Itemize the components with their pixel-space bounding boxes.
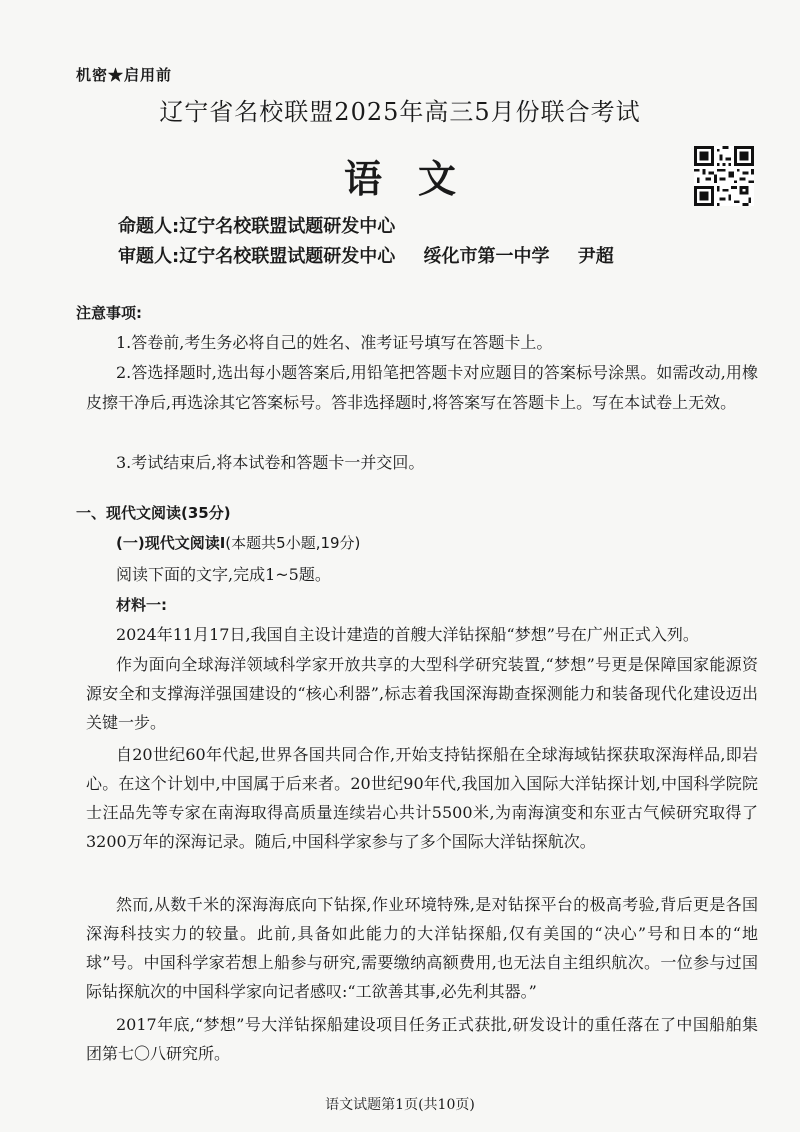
notice-item: 3.考试结束后,将本试卷和答题卡一并交回。 xyxy=(116,453,425,472)
notice-item: 1.答卷前,考生务必将自己的姓名、准考证号填写在答题卡上。 xyxy=(116,333,553,352)
notice-heading: 注意事项: xyxy=(76,304,142,322)
reviewer-line xyxy=(118,242,614,268)
material-paragraph: 自20世纪60年代起,世界各国共同合作,开始支持钻探船在全球海域钻探获取深海样品,即岩心。在这个计划中,中国属于后来者。20世纪90年代,我国加入国际大洋钻探计划,中国科学院院士汪品先等专家在南海取得高质量连续岩心共计5500米,为南海演变和东亚古气候研究取得了3200万年的深海记录。随后,中国科学家参与了多个国际大洋钻探航次。 xyxy=(86,745,758,851)
material-paragraph: 作为面向全球海洋领域科学家开放共享的大型科学研究装置,“梦想”号更是保障国家能源资源安全和支撑海洋强国建设的“核心利器”,标志着我国深海勘查探测能力和装备现代化建设迈出关键一步。 xyxy=(86,655,758,732)
page-footer: 语文试题第1页(共10页) xyxy=(325,1097,475,1113)
section-heading: 一、现代文阅读(35分) xyxy=(76,504,231,522)
reviewer-label: 审题人:辽宁名校联盟试题研发中心 xyxy=(118,246,396,267)
qr-code-icon xyxy=(694,146,754,206)
subsection-heading xyxy=(116,532,360,553)
material-paragraph: 然而,从数千米的深海海底向下钻探,作业环境特殊,是对钻探平台的极高考验,背后更是各国深海科技实力的较量。此前,具备如此能力的大洋钻探船,仅有美国的“决心”号和日本的“地球”号。中国科学家若想上船参与研究,需要缴纳高额费用,也无法自主组织航次。一位参与过国际钻探航次的中国科学家向记者感叹:“工欲善其事,必先利其器。” xyxy=(86,895,758,1001)
material-paragraph: 2024年11月17日,我国自主设计建造的首艘大洋钻探船“梦想”号在广州正式入列。 xyxy=(116,625,699,644)
subsection-score: (本题共5小题,19分) xyxy=(225,534,361,552)
confidential-label: 机密★启用前 xyxy=(76,66,173,84)
reviewer-name: 尹超 xyxy=(577,246,614,267)
reading-instruction: 阅读下面的文字,完成1~5题。 xyxy=(116,565,331,584)
material-paragraph: 2017年底,“梦想”号大洋钻探船建设项目任务正式获批,研发设计的重任落在了中国船舶集团第七〇八研究所。 xyxy=(86,1015,758,1063)
exam-title: 辽宁省名校联盟2025年高三5月份联合考试 xyxy=(159,98,641,126)
subject-title: 语文 xyxy=(343,156,492,201)
material-heading: 材料一: xyxy=(116,596,167,614)
notice-item: 2.答选择题时,选出每小题答案后,用铅笔把答题卡对应题目的答案标号涂黑。如需改动,用橡皮擦干净后,再选涂其它答案标号。答非选择题时,将答案写在答题卡上。写在本试卷上无效。 xyxy=(86,363,758,412)
subsection-title: (一)现代文阅读Ⅰ xyxy=(116,534,226,552)
reviewer-school: 绥化市第一中学 xyxy=(423,246,550,267)
composer-line: 命题人:辽宁名校联盟试题研发中心 xyxy=(118,216,396,237)
